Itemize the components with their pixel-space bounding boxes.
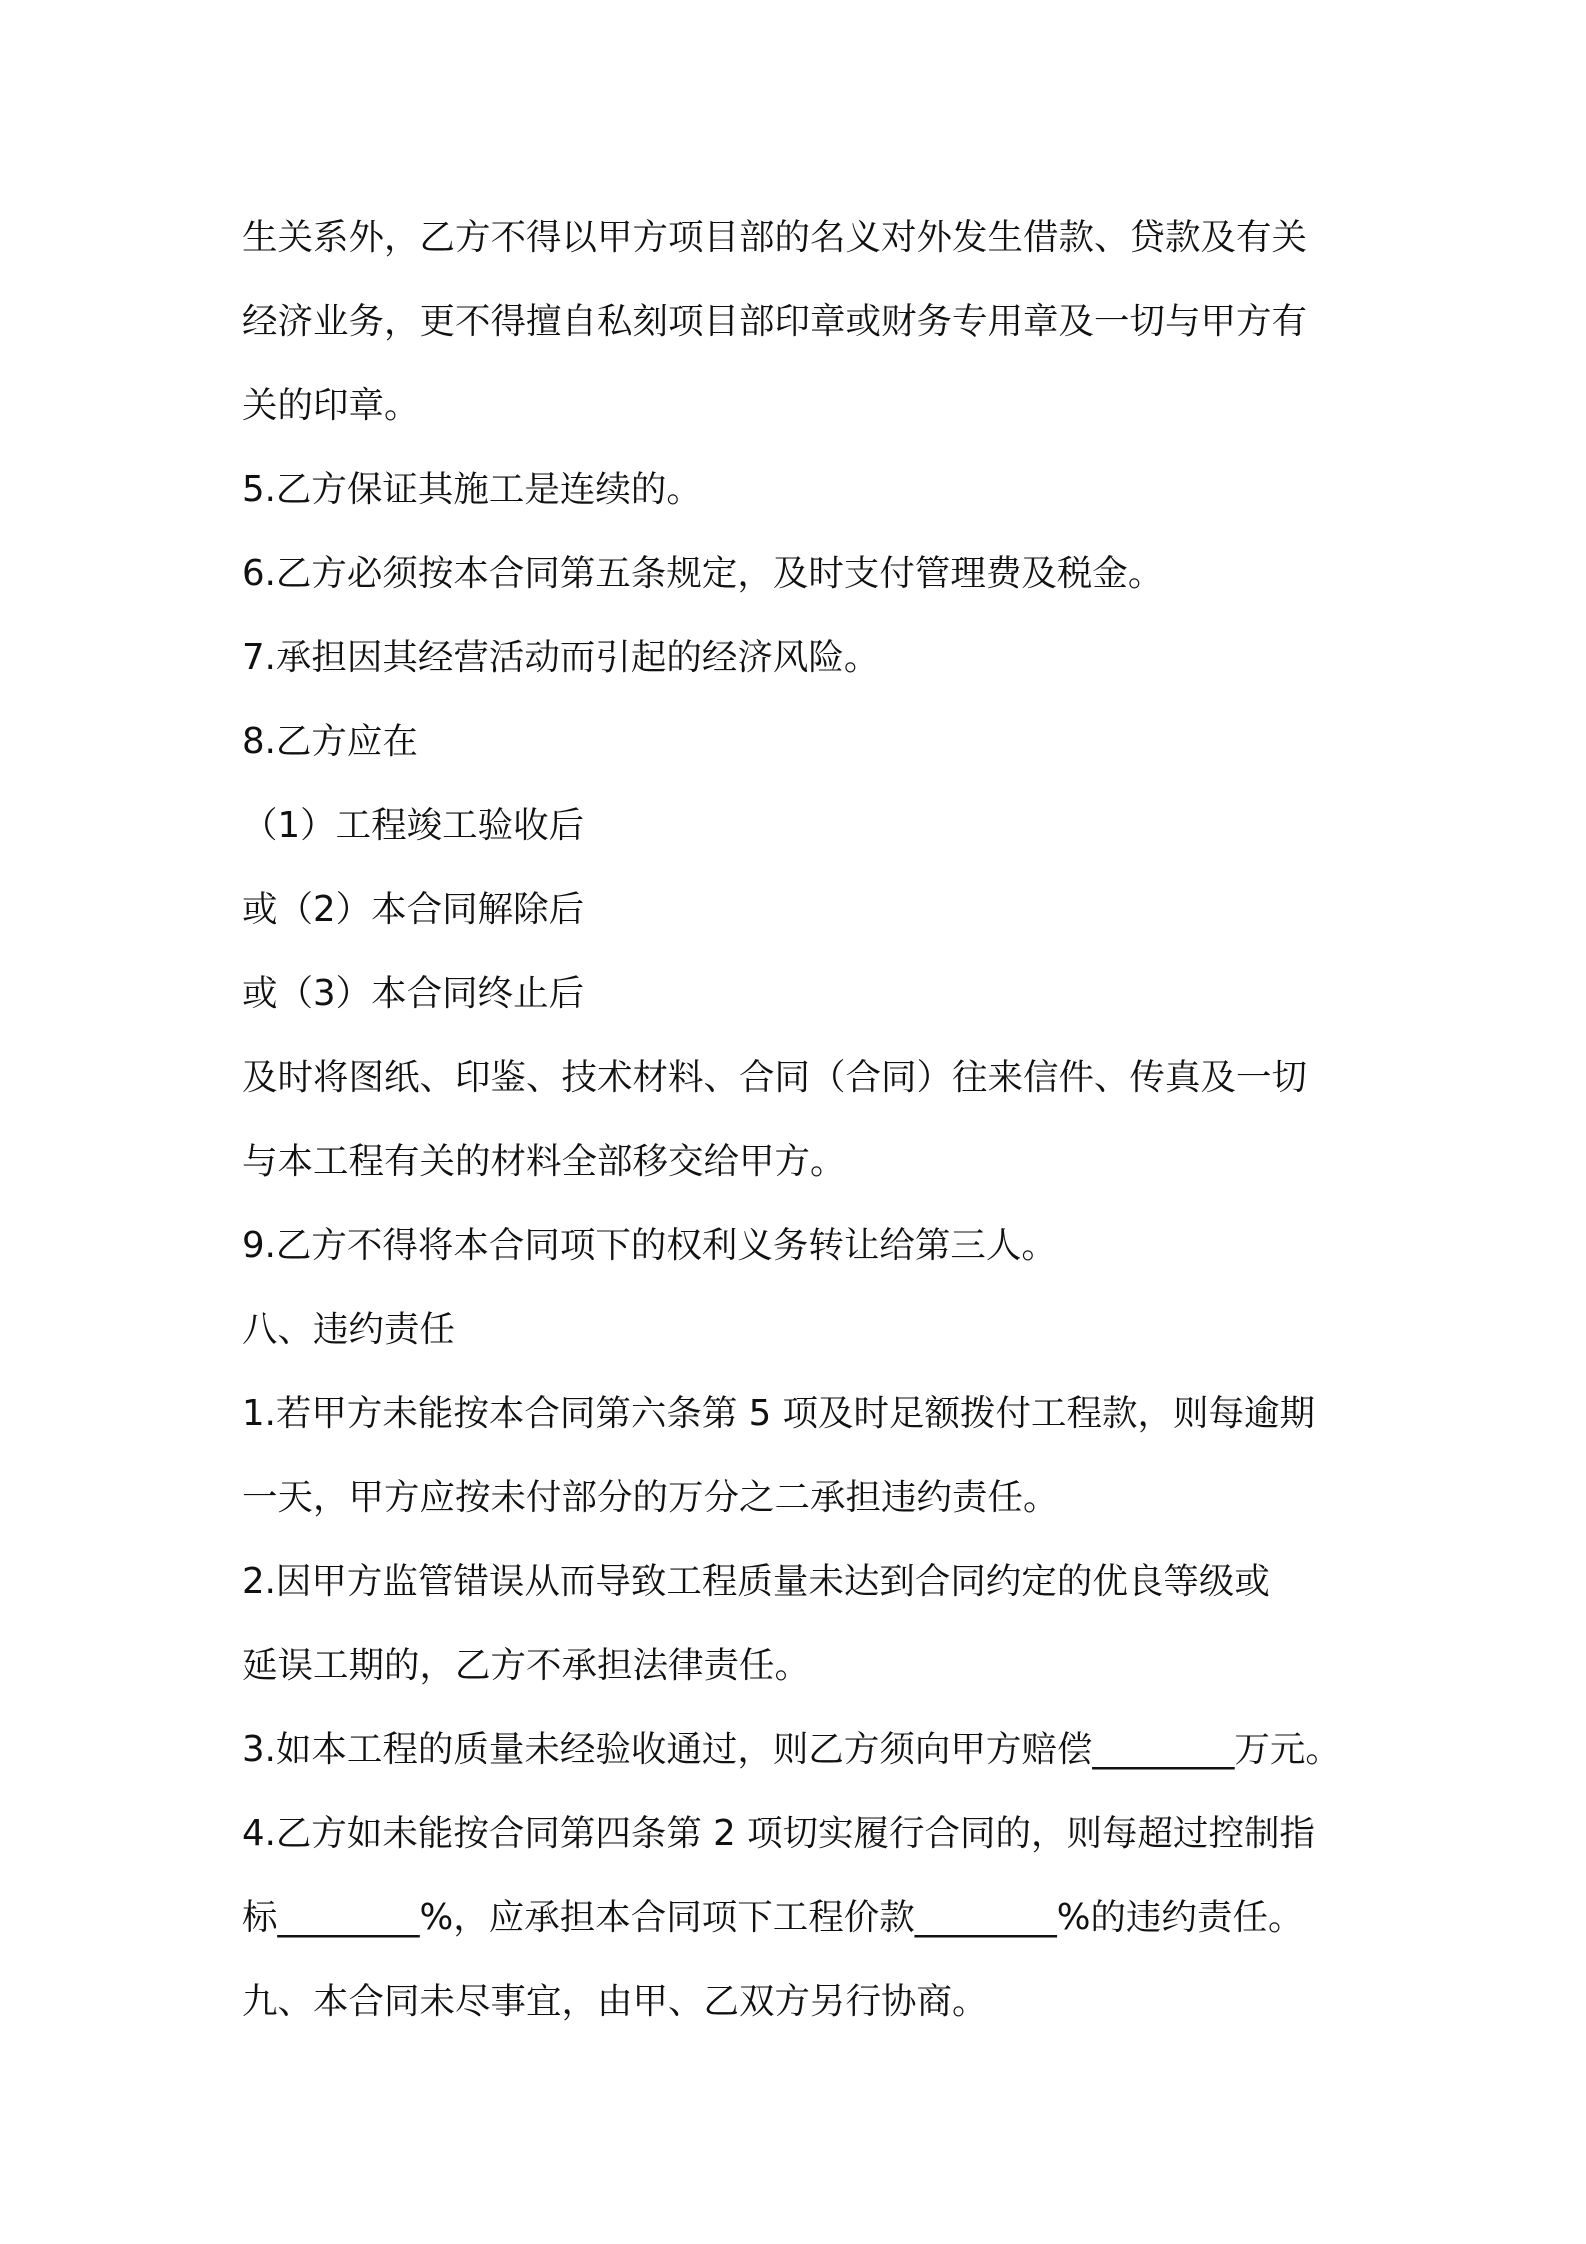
- clause-5: 5.乙方保证其施工是连续的。: [242, 469, 702, 510]
- text-line: 延误工期的，乙方不承担法律责任。: [242, 1645, 811, 1686]
- clause-9: 9.乙方不得将本合同项下的权利义务转让给第三人。: [242, 1225, 1057, 1266]
- text-line: 及时将图纸、印鉴、技术材料、合同（合同）往来信件、传真及一切: [242, 1057, 1308, 1098]
- text-line: 经济业务，更不得擅自私刻项目部印章或财务专用章及一切与甲方有: [242, 301, 1308, 342]
- breach-clause-1: 1.若甲方未能按本合同第六条第 5 项及时足额拨付工程款，则每逾期: [242, 1393, 1316, 1434]
- clause-7: 7.承担因其经营活动而引起的经济风险。: [242, 637, 880, 678]
- clause-8: 8.乙方应在: [242, 721, 418, 762]
- text-line: 一天，甲方应按未付部分的万分之二承担违约责任。: [242, 1477, 1059, 1518]
- clause-8-item-3: 或（3）本合同终止后: [242, 973, 585, 1014]
- clause-6: 6.乙方必须按本合同第五条规定，及时支付管理费及税金。: [242, 553, 1164, 594]
- breach-clause-4: 4.乙方如未能按合同第四条第 2 项切实履行合同的，则每超过控制指: [242, 1813, 1316, 1854]
- document-body: [242, 196, 1372, 2044]
- section-heading-8: 八、违约责任: [242, 1309, 456, 1350]
- text-line: 生关系外，乙方不得以甲方项目部的名义对外发生借款、贷款及有关: [242, 217, 1308, 258]
- text-line: 关的印章。: [242, 385, 420, 426]
- text-line: 与本工程有关的材料全部移交给甲方。: [242, 1141, 846, 1182]
- section-heading-9: 九、本合同未尽事宜，由甲、乙双方另行协商。: [242, 1981, 988, 2022]
- clause-8-item-2: 或（2）本合同解除后: [242, 889, 585, 930]
- clause-8-item-1: （1）工程竣工验收后: [242, 805, 585, 846]
- text-line: 标________%，应承担本合同项下工程价款________%的违约责任。: [242, 1897, 1304, 1938]
- breach-clause-3: 3.如本工程的质量未经验收通过，则乙方须向甲方赔偿________万元。: [242, 1729, 1341, 1770]
- breach-clause-2: 2.因甲方监管错误从而导致工程质量未达到合同约定的优良等级或: [242, 1561, 1270, 1602]
